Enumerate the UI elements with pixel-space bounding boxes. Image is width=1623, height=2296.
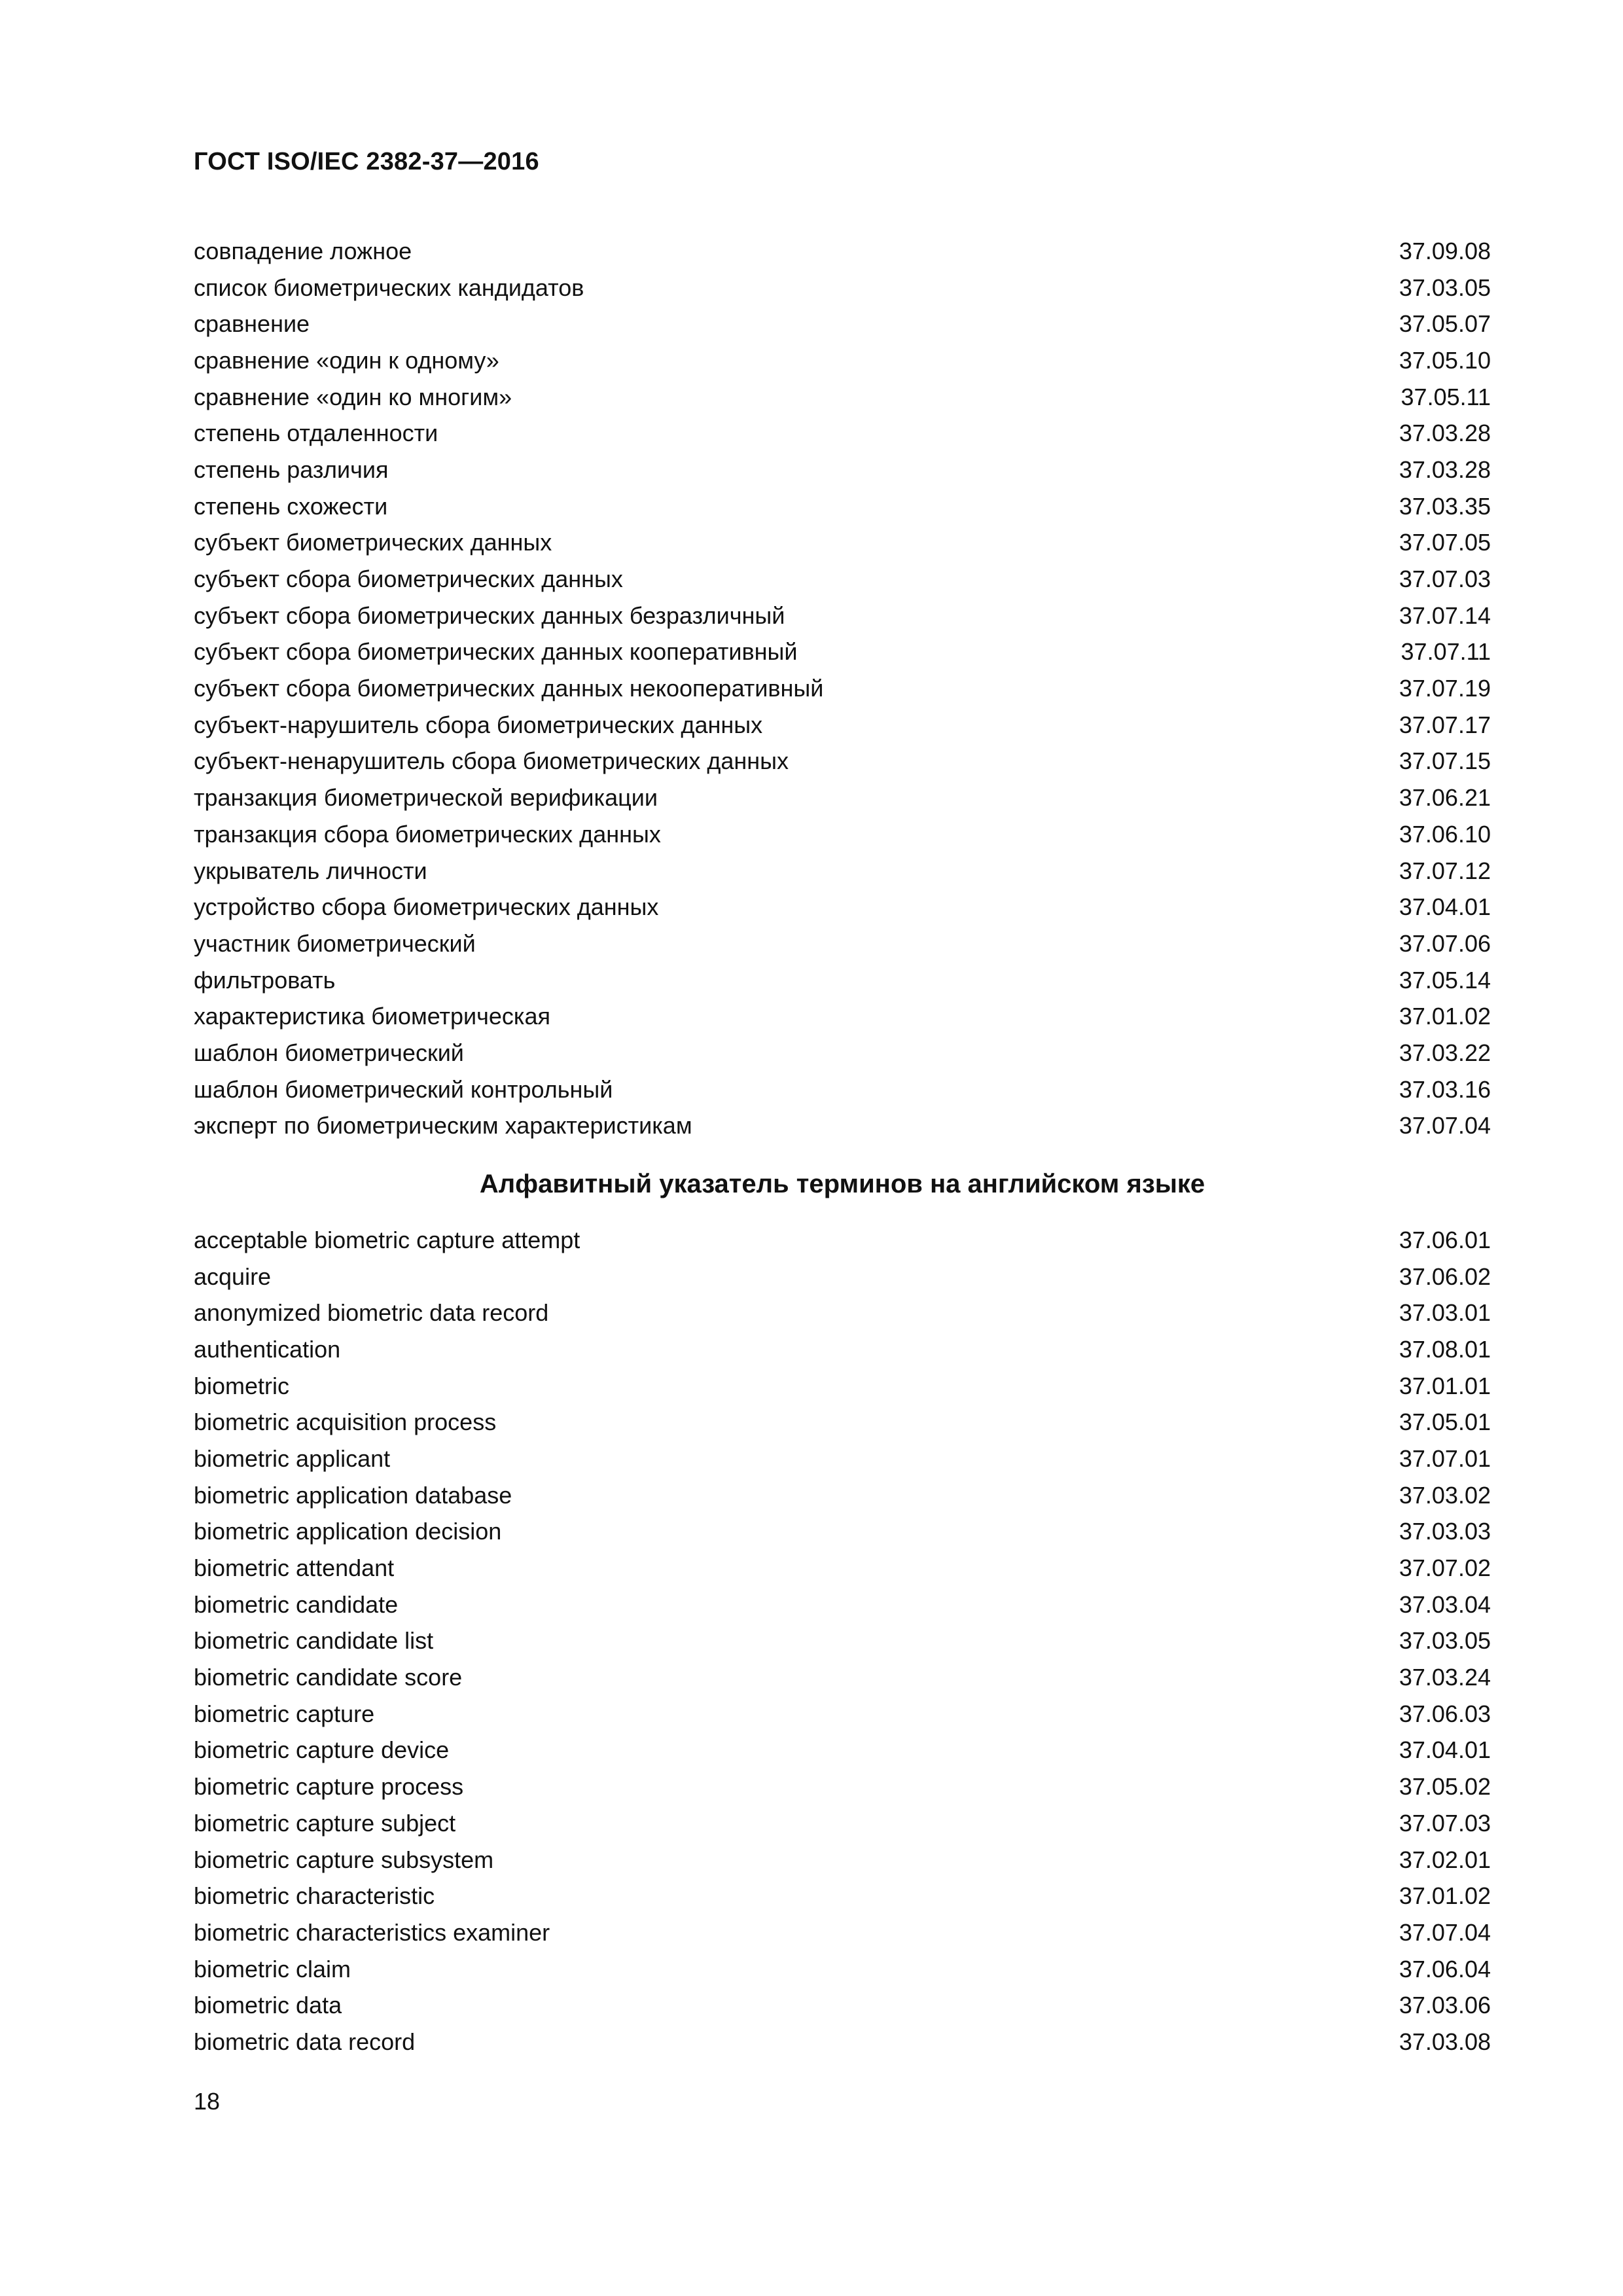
index-entry: [194, 707, 1491, 744]
index-term: сравнение «один ко многим»: [194, 383, 512, 410]
index-term: biometric attendant: [194, 1554, 395, 1582]
index-term: субъект сбора биометрических данных: [194, 565, 623, 593]
index-reference-number: 37.03.03: [1399, 1518, 1491, 1545]
index-entry: [194, 1295, 1491, 1331]
index-entry: [194, 1696, 1491, 1732]
index-term: субъект-ненарушитель сбора биометрических данных: [194, 747, 789, 775]
index-entry: [194, 525, 1491, 562]
index-reference-number: 37.07.05: [1399, 529, 1491, 556]
index-term: biometric capture: [194, 1700, 375, 1727]
index-reference-number: 37.06.02: [1399, 1263, 1491, 1290]
index-entry: [194, 379, 1491, 416]
index-reference-number: 37.05.14: [1399, 966, 1491, 994]
index-reference-number: 37.07.03: [1399, 1809, 1491, 1837]
index-reference-number: 37.05.02: [1399, 1773, 1491, 1801]
index-term: субъект сбора биометрических данных кооперативный: [194, 638, 798, 666]
index-entry: [194, 853, 1491, 889]
index-entry: [194, 1914, 1491, 1951]
index-term: характеристика биометрическая: [194, 1003, 550, 1030]
index-term: совпадение ложное: [194, 237, 412, 264]
index-entry: [194, 1441, 1491, 1477]
english-index-heading: Алфавитный указатель терминов на английском языке: [479, 1170, 1205, 1198]
index-entry: [194, 1222, 1491, 1259]
index-reference-number: 37.06.10: [1399, 820, 1491, 848]
index-entry: [194, 1768, 1491, 1805]
index-reference-number: 37.03.06: [1399, 1992, 1491, 2019]
index-entry: [194, 998, 1491, 1035]
index-entry: [194, 1071, 1491, 1108]
index-term: транзакция сбора биометрических данных: [194, 820, 661, 848]
index-reference-number: 37.03.35: [1399, 492, 1491, 520]
english-term-index: [194, 1222, 1491, 2060]
index-reference-number: 37.04.01: [1399, 1736, 1491, 1764]
index-reference-number: 37.07.19: [1399, 675, 1491, 702]
index-term: biometric claim: [194, 1955, 351, 1982]
index-reference-number: 37.02.01: [1399, 1846, 1491, 1873]
index-entry: [194, 415, 1491, 452]
index-reference-number: 37.07.12: [1399, 857, 1491, 884]
russian-term-index: [194, 233, 1491, 1144]
index-term: authentication: [194, 1335, 341, 1363]
index-reference-number: 37.06.04: [1399, 1955, 1491, 1982]
index-term: acquire: [194, 1263, 272, 1290]
index-reference-number: 37.07.15: [1399, 747, 1491, 775]
index-entry: [194, 452, 1491, 488]
index-reference-number: 37.03.28: [1399, 420, 1491, 447]
index-entry: [194, 2024, 1491, 2060]
index-reference-number: 37.03.04: [1399, 1590, 1491, 1618]
index-entry: [194, 1587, 1491, 1623]
index-reference-number: 37.05.10: [1399, 346, 1491, 374]
index-term: biometric acquisition process: [194, 1408, 497, 1436]
index-term: список биометрических кандидатов: [194, 274, 584, 301]
index-reference-number: 37.06.03: [1399, 1700, 1491, 1727]
index-entry: [194, 1878, 1491, 1914]
index-entry: [194, 1732, 1491, 1769]
index-entry: [194, 744, 1491, 780]
index-entry: [194, 962, 1491, 999]
index-entry: [194, 1987, 1491, 2024]
index-reference-number: 37.01.02: [1399, 1882, 1491, 1910]
index-reference-number: 37.03.28: [1399, 456, 1491, 483]
index-entry: [194, 1035, 1491, 1071]
index-term: biometric capture device: [194, 1736, 450, 1764]
index-reference-number: 37.03.05: [1399, 1627, 1491, 1655]
index-entry: [194, 598, 1491, 634]
index-entry: [194, 1842, 1491, 1878]
index-reference-number: 37.07.04: [1399, 1112, 1491, 1139]
index-entry: [194, 306, 1491, 342]
index-entry: [194, 1368, 1491, 1405]
index-reference-number: 37.04.01: [1399, 893, 1491, 921]
index-term: biometric candidate score: [194, 1664, 463, 1691]
index-entry: [194, 1659, 1491, 1696]
index-term: biometric applicant: [194, 1444, 391, 1472]
index-entry: [194, 270, 1491, 306]
index-entry: [194, 488, 1491, 525]
index-entry: [194, 1623, 1491, 1660]
index-reference-number: 37.07.01: [1399, 1444, 1491, 1472]
index-term: biometric characteristic: [194, 1882, 435, 1910]
index-term: biometric candidate list: [194, 1627, 434, 1655]
index-reference-number: 37.03.02: [1399, 1481, 1491, 1509]
index-term: степень отдаленности: [194, 420, 438, 447]
index-reference-number: 37.01.02: [1399, 1003, 1491, 1030]
index-term: biometric data: [194, 1992, 342, 2019]
index-entry: [194, 1477, 1491, 1514]
index-reference-number: 37.03.05: [1399, 274, 1491, 301]
index-term: сравнение: [194, 310, 310, 338]
index-reference-number: 37.03.08: [1399, 2028, 1491, 2055]
index-term: anonymized biometric data record: [194, 1299, 549, 1327]
index-term: транзакция биометрической верификации: [194, 784, 658, 812]
index-entry: [194, 1404, 1491, 1441]
index-reference-number: 37.03.24: [1399, 1664, 1491, 1691]
index-entry: [194, 1805, 1491, 1842]
index-term: субъект-нарушитель сбора биометрических данных: [194, 711, 763, 738]
index-term: шаблон биометрический: [194, 1039, 464, 1066]
index-reference-number: 37.05.01: [1399, 1408, 1491, 1436]
index-reference-number: 37.03.16: [1399, 1075, 1491, 1103]
index-term: biometric application database: [194, 1481, 512, 1509]
index-term: фильтровать: [194, 966, 336, 994]
index-reference-number: 37.01.01: [1399, 1372, 1491, 1399]
index-term: устройство сбора биометрических данных: [194, 893, 659, 921]
index-reference-number: 37.06.21: [1399, 784, 1491, 812]
index-reference-number: 37.05.07: [1399, 310, 1491, 338]
index-reference-number: 37.07.14: [1399, 601, 1491, 629]
index-entry: [194, 1108, 1491, 1145]
index-reference-number: 37.07.11: [1400, 638, 1491, 666]
index-entry: [194, 634, 1491, 671]
page-number: 18: [194, 2088, 221, 2115]
index-term: biometric data record: [194, 2028, 416, 2055]
index-entry: [194, 1550, 1491, 1587]
index-term: biometric candidate: [194, 1590, 399, 1618]
index-term: biometric capture process: [194, 1773, 464, 1801]
index-term: biometric: [194, 1372, 290, 1399]
index-entry: [194, 233, 1491, 270]
index-term: степень схожести: [194, 492, 388, 520]
index-reference-number: 37.08.01: [1399, 1335, 1491, 1363]
index-term: участник биометрический: [194, 929, 476, 957]
index-term: biometric characteristics examiner: [194, 1918, 550, 1946]
index-term: субъект сбора биометрических данных некооперативный: [194, 675, 824, 702]
index-entry: [194, 780, 1491, 816]
index-reference-number: 37.06.01: [1399, 1226, 1491, 1253]
index-entry: [194, 561, 1491, 598]
index-term: шаблон биометрический контрольный: [194, 1075, 613, 1103]
index-entry: [194, 1259, 1491, 1295]
index-entry: [194, 925, 1491, 962]
index-term: biometric capture subsystem: [194, 1846, 494, 1873]
index-reference-number: 37.07.02: [1399, 1554, 1491, 1582]
index-term: сравнение «один к одному»: [194, 346, 499, 374]
index-entry: [194, 1514, 1491, 1551]
index-term: субъект сбора биометрических данных безразличный: [194, 601, 785, 629]
index-reference-number: 37.09.08: [1399, 237, 1491, 264]
index-entry: [194, 1951, 1491, 1988]
index-entry: [194, 816, 1491, 853]
index-entry: [194, 342, 1491, 379]
index-reference-number: 37.03.01: [1399, 1299, 1491, 1327]
index-reference-number: 37.07.03: [1399, 565, 1491, 593]
index-term: эксперт по биометрическим характеристикам: [194, 1112, 692, 1139]
index-term: biometric capture subject: [194, 1809, 456, 1837]
index-term: степень различия: [194, 456, 389, 483]
index-entry: [194, 670, 1491, 707]
index-term: biometric application decision: [194, 1518, 502, 1545]
index-entry: [194, 889, 1491, 925]
index-term: субъект биометрических данных: [194, 529, 552, 556]
index-reference-number: 37.07.06: [1399, 929, 1491, 957]
index-term: укрыватель личности: [194, 857, 427, 884]
index-reference-number: 37.07.04: [1399, 1918, 1491, 1946]
index-term: acceptable biometric capture attempt: [194, 1226, 580, 1253]
index-reference-number: 37.05.11: [1400, 383, 1491, 410]
index-entry: [194, 1331, 1491, 1368]
index-reference-number: 37.07.17: [1399, 711, 1491, 738]
index-reference-number: 37.03.22: [1399, 1039, 1491, 1066]
document-header: ГОСТ ISO/IEC 2382-37—2016: [194, 148, 539, 175]
